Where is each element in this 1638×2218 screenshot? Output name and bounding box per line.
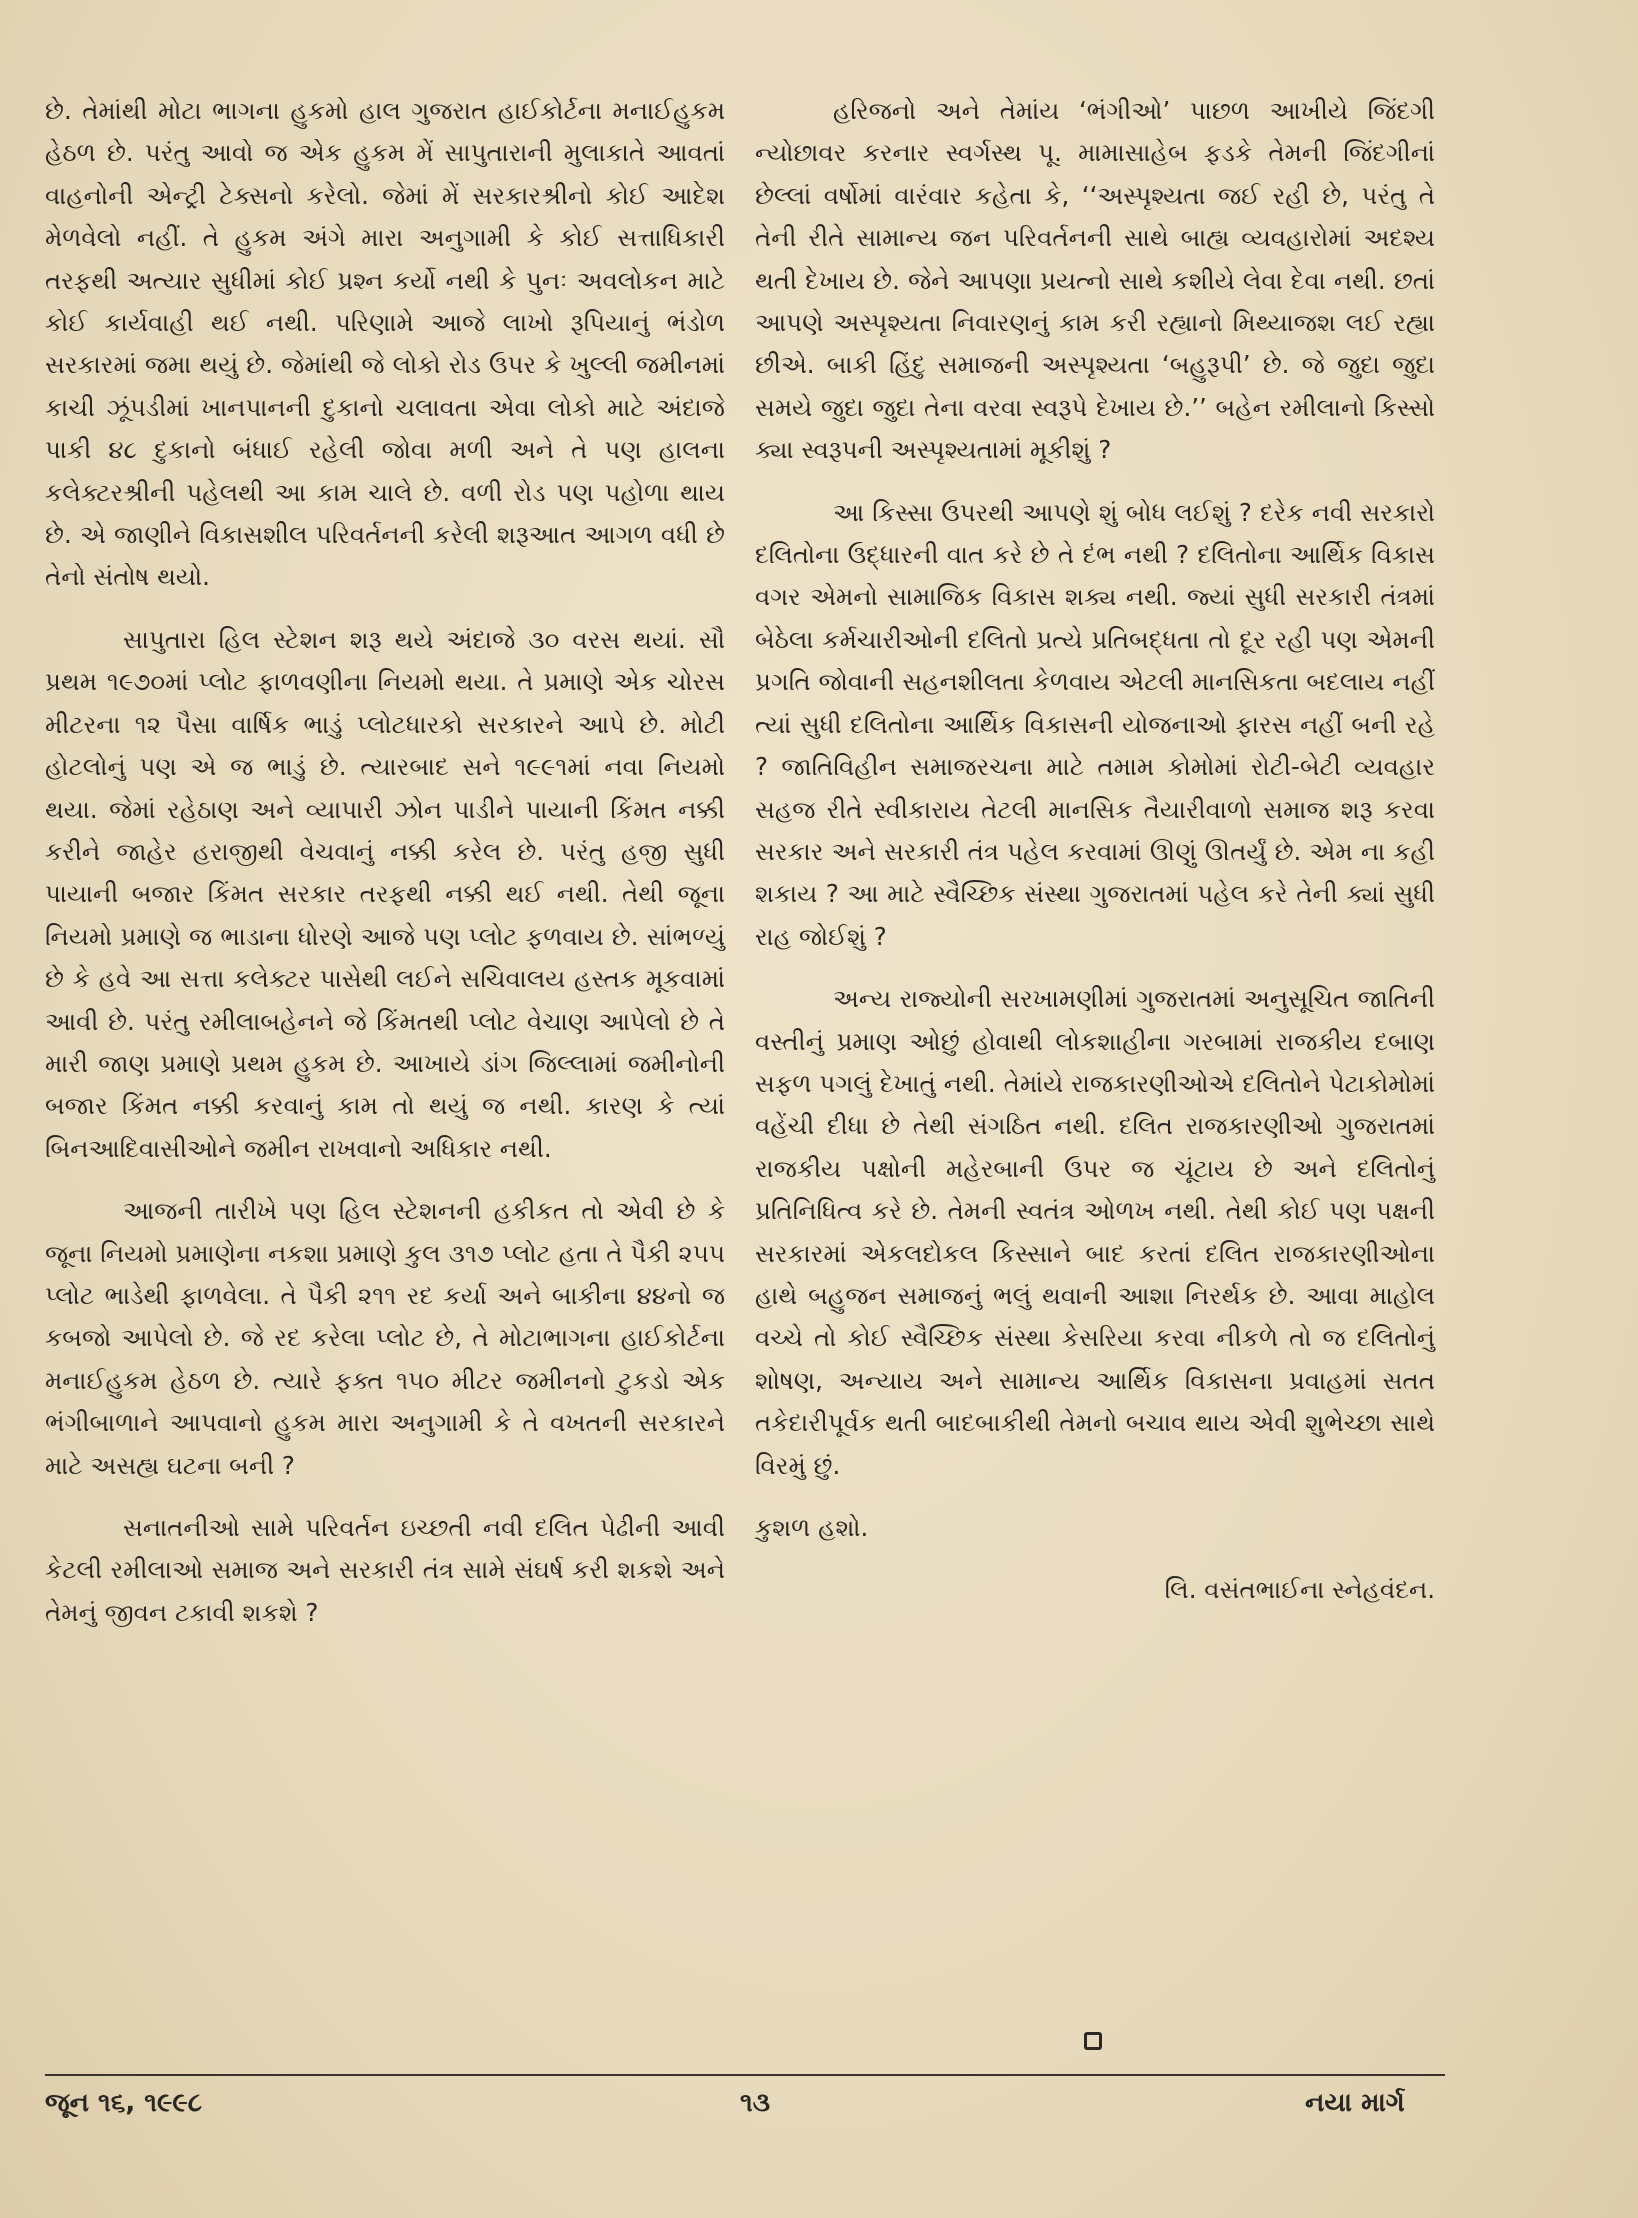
right-paragraph-3: અન્ય રાજ્યોની સરખામણીમાં ગુજરાતમાં અનુસૂચિત જાતિની વસ્તીનું પ્રમાણ ઓછું હોવાથી લોકશાહીના ગરબામાં રાજકીય દબાણ સફળ પગલું દેખાતું નથી. તેમાંયે રાજકારણીઓએ દલિતોને પેટાકોમોમાં વહેંચી દીધા છે તેથી સંગઠિત નથી. દલિત રાજકારણીઓ ગુજરાતમાં રાજકીય પક્ષોની મહેરબાની ઉપર જ ચૂંટાય છે અને દલિતોનું પ્રતિનિધિત્વ કરે છે. તેમની સ્વતંત્ર ઓળખ નથી. તેથી કોઈ પણ પક્ષની સરકારમાં એકલદોકલ કિસ્સાને બાદ કરતાં દલિત રાજકારણીઓના હાથે બહુજન સમાજનું ભલું થવાની આશા નિરર્થક છે. આવા માહોલ વચ્ચે તો કોઈ સ્વૈચ્છિક સંસ્થા કેસરિયા કરવા નીકળે તો જ દલિતોનું શોષણ, અન્યાય અને સામાન્ય આર્થિક વિકાસના પ્રવાહમાં સતત તકેદારીપૂર્વક થતી બાદબાકીથી તેમનો બચાવ થાય એવી શુભેચ્છા સાથે વિરમું છું. bbox=[755, 984, 1435, 1480]
footer-magazine-name: નયા માર્ગ bbox=[1305, 2088, 1405, 2118]
right-paragraph-1: હરિજનો અને તેમાંય ‘ભંગીઓ’ પાછળ આખીયે જિંદગી ન્યોછાવર કરનાર સ્વર્ગસ્થ પૂ. મામાસાહેબ ફડકે તેમની જિંદગીનાં છેલ્લાં વર્ષોમાં વારંવાર કહેતા કે, ‘‘અસ્પૃશ્યતા જઈ રહી છે, પરંતુ તે તેની રીતે સામાન્ય જન પરિવર્તનની સાથે બાહ્ય વ્યવહારોમાં અદશ્ય થતી દેખાય છે. જેને આપણા પ્રયત્નો સાથે કશીયે લેવા દેવા નથી. છતાં આપણે અસ્પૃશ્યતા નિવારણનું કામ કરી રહ્યાનો મિથ્યાજશ લઈ રહ્યા છીએ. બાકી હિંદુ સમાજની અસ્પૃશ્યતા ‘બહુરૂપી’ છે. જે જુદા જુદા સમયે જુદા જુદા તેના વરવા સ્વરૂપે દેખાય છે.’’ બહેન રમીલાનો કિસ્સો ક્યા સ્વરૂપની અસ્પૃશ્યતામાં મૂકીશું ? bbox=[755, 96, 1435, 465]
left-paragraph-3: આજની તારીખે પણ હિલ સ્ટેશનની હકીકત તો એવી છે કે જૂના નિયમો પ્રમાણેના નકશા પ્રમાણે કુલ ૩૧૭ પ્લોટ હતા તે પૈકી ૨૫૫ પ્લોટ ભાડેથી ફાળવેલા. તે પૈકી ૨૧૧ રદ કર્યા અને બાકીના ૪૪નો જ કબજો આપેલો છે. જે રદ કરેલા પ્લોટ છે, તે મોટાભાગના હાઈકોર્ટના મનાઈહુકમ હેઠળ છે. ત્યારે ફક્ત ૧૫૦ મીટર જમીનનો ટુકડો એક ભંગીબાળાને આપવાનો હુકમ મારા અનુગામી કે તે વખતની સરકારને માટે અસહ્ય ઘટના બની ? bbox=[45, 1196, 725, 1480]
footer-rule bbox=[45, 2074, 1445, 2076]
right-paragraph-2: આ કિસ્સા ઉપરથી આપણે શું બોધ લઈશું ? દરેક નવી સરકારો દલિતોના ઉદ્ધારની વાત કરે છે તે દંભ નથી ? દલિતોના આર્થિક વિકાસ વગર એમનો સામાજિક વિકાસ શક્ય નથી. જ્યાં સુધી સરકારી તંત્રમાં બેઠેલા કર્મચારીઓની દલિતો પ્રત્યે પ્રતિબદ્ધતા તો દૂર રહી પણ એમની પ્રગતિ જોવાની સહનશીલતા કેળવાય એટલી માનસિકતા બદલાય નહીં ત્યાં સુધી દલિતોના આર્થિક વિકાસની યોજનાઓ ફારસ નહીં બની રહે ? જાતિવિહીન સમાજરચના માટે તમામ કોમોમાં રોટી-બેટી વ્યવહાર સહજ રીતે સ્વીકારાય તેટલી માનસિક તૈયારીવાળો સમાજ શરૂ કરવા સરકાર અને સરકારી તંત્ર પહેલ કરવામાં ઊણું ઊતર્યું છે. એમ ના કહી શકાય ? આ માટે સ્વૈચ્છિક સંસ્થા ગુજરાતમાં પહેલ કરે તેની ક્યાં સુધી રાહ જોઈશું ? bbox=[755, 497, 1435, 951]
left-paragraph-1: છે. તેમાંથી મોટા ભાગના હુકમો હાલ ગુજરાત હાઈકોર્ટના મનાઈહુકમ હેઠળ છે. પરંતુ આવો જ એક હુકમ મેં સાપુતારાની મુલાકાતે આવતાં વાહનોની એન્ટ્રી ટેક્સનો કરેલો. જેમાં મેં સરકારશ્રીનો કોઈ આદેશ મેળવેલો નહીં. તે હુકમ અંગે મારા અનુગામી કે કોઈ સત્તાધિકારી તરફથી અત્યાર સુધીમાં કોઈ પ્રશ્ન કર્યો નથી કે પુનઃ અવલોકન માટે કોઈ કાર્યવાહી થઈ નથી. પરિણામે આજે લાખો રૂપિયાનું ભંડોળ સરકારમાં જમા થયું છે. જેમાંથી જે લોકો રોડ ઉપર કે ખુલ્લી જમીનમાં કાચી ઝૂંપડીમાં ખાનપાનની દુકાનો ચલાવતા એવા લોકો માટે અંદાજે પાકી ૪૮ દુકાનો બંધાઈ રહેલી જોવા મળી અને તે પણ હાલના કલેક્ટરશ્રીની પહેલથી આ કામ ચાલે છે. વળી રોડ પણ પહોળા થાય છે. એ જાણીને વિકાસશીલ પરિવર્તનની કરેલી શરૂઆત આગળ વધી છે તેનો સંતોષ થયો. bbox=[45, 96, 725, 592]
footer-page-number: ૧૩ bbox=[740, 2088, 771, 2118]
signature-line: લિ. વસંતભાઈના સ્નેહવંદન. bbox=[1164, 1575, 1435, 1605]
footer-date: જૂન ૧૬, ૧૯૯૮ bbox=[45, 2088, 203, 2118]
right-column bbox=[755, 90, 1435, 1632]
left-column bbox=[45, 90, 725, 1654]
end-of-article-mark bbox=[1084, 2032, 1102, 2050]
left-paragraph-2: સાપુતારા હિલ સ્ટેશન શરૂ થયે અંદાજે ૩૦ વરસ થયાં. સૌ પ્રથમ ૧૯૭૦માં પ્લોટ ફાળવણીના નિયમો થયા. તે પ્રમાણે એક ચોરસ મીટરના ૧૨ પૈસા વાર્ષિક ભાડું પ્લોટધારકો સરકારને આપે છે. મોટી હોટલોનું પણ એ જ ભાડું છે. ત્યારબાદ સને ૧૯૯૧માં નવા નિયમો થયા. જેમાં રહેઠાણ અને વ્યાપારી ઝોન પાડીને પાયાની કિંમત નક્કી કરીને જાહેર હરાજીથી વેચવાનું નક્કી કરેલ છે. પરંતુ હજી સુધી પાયાની બજાર કિંમત સરકાર તરફથી નક્કી થઈ નથી. તેથી જૂના નિયમો પ્રમાણે જ ભાડાના ધોરણે આજે પણ પ્લોટ ફળવાય છે. સાંભળ્યું છે કે હવે આ સત્તા કલેક્ટર પાસેથી લઈને સચિવાલય હસ્તક મૂકવામાં આવી છે. પરંતુ રમીલાબહેનને જે કિંમતથી પ્લોટ વેચાણ આપેલો છે તે મારી જાણ પ્રમાણે પ્રથમ હુકમ છે. આખાયે ડાંગ જિલ્લામાં જમીનોની બજાર કિંમત નક્કી કરવાનું કામ તો થયું જ નથી. કારણ કે ત્યાં બિનઆદિવાસીઓને જમીન રાખવાનો અધિકાર નથી. bbox=[45, 624, 725, 1163]
closing-line: કુશળ હશો. bbox=[755, 1513, 869, 1542]
left-paragraph-4: સનાતનીઓ સામે પરિવર્તન ઇચ્છતી નવી દલિત પેઢીની આવી કેટલી રમીલાઓ સમાજ અને સરકારી તંત્ર સામે સંઘર્ષ કરી શકશે અને તેમનું જીવન ટકાવી શકશે ? bbox=[45, 1513, 725, 1627]
